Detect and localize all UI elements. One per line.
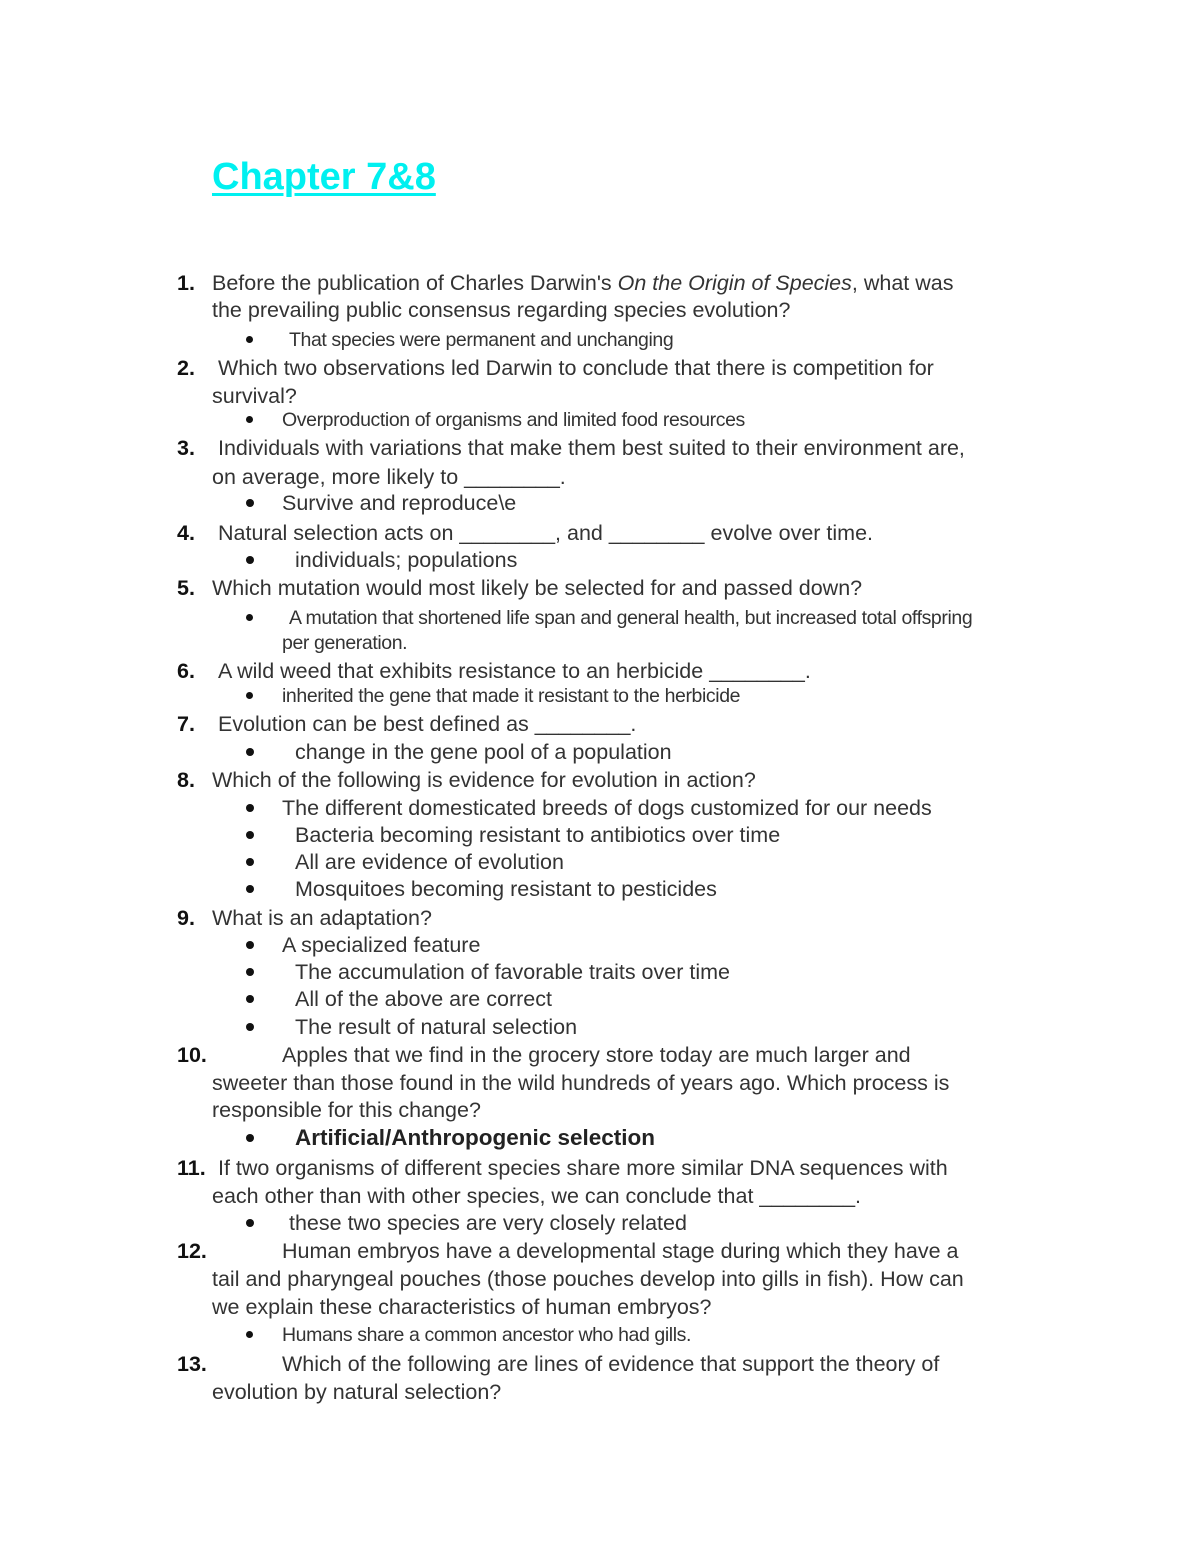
bullet-icon xyxy=(246,804,254,812)
bullet-icon xyxy=(246,499,254,507)
bullet-icon xyxy=(246,885,254,893)
bullet-icon xyxy=(246,941,254,949)
text-segment: , what was xyxy=(851,271,954,295)
question-text-line: If two organisms of different species share more similar DNA sequences with xyxy=(218,1156,948,1180)
answer-text: Survive and reproduce\e xyxy=(282,491,517,515)
bullet-icon xyxy=(246,556,254,564)
question-text-line: A wild weed that exhibits resistance to an herbicide ________. xyxy=(218,659,811,683)
answer-text: Artificial/Anthropogenic selection xyxy=(295,1125,656,1150)
question-text-line: survival? xyxy=(212,384,297,408)
book-title: On the Origin of Species xyxy=(617,271,852,295)
bullet-icon xyxy=(246,614,253,621)
text-segment: Before the publication of Charles Darwin's xyxy=(212,271,618,295)
question-number: 12. xyxy=(177,1239,207,1263)
question-text-line: on average, more likely to ________. xyxy=(212,465,566,489)
answer-text: individuals; populations xyxy=(295,548,518,572)
question-number: 2. xyxy=(177,356,195,380)
question-number: 6. xyxy=(177,659,195,683)
question-number: 4. xyxy=(177,521,195,545)
bullet-icon xyxy=(246,831,254,839)
question-text-line: Evolution can be best defined as ________. xyxy=(218,712,637,736)
answer-text: A mutation that shortened life span and general health, but increased total offspring xyxy=(289,607,973,629)
answer-text: The different domesticated breeds of dogs customized for our needs xyxy=(282,796,932,820)
question-number: 13. xyxy=(177,1352,207,1376)
question-text-line: evolution by natural selection? xyxy=(212,1380,502,1404)
bullet-icon xyxy=(246,1331,253,1338)
question-number: 9. xyxy=(177,906,195,930)
question-text-line xyxy=(212,270,953,296)
answer-text: inherited the gene that made it resistant to the herbicide xyxy=(282,685,741,707)
answer-text: The result of natural selection xyxy=(295,1015,578,1039)
answer-text: Bacteria becoming resistant to antibiotics over time xyxy=(295,823,781,847)
question-text-line: each other than with other species, we can conclude that ________. xyxy=(212,1184,862,1208)
question-text-line: Which of the following are lines of evidence that support the theory of xyxy=(282,1352,940,1376)
bullet-icon xyxy=(246,1219,254,1227)
question-text-line: responsible for this change? xyxy=(212,1098,481,1122)
bullet-icon xyxy=(246,748,254,756)
answer-text: That species were permanent and unchanging xyxy=(289,329,674,351)
answer-text: these two species are very closely related xyxy=(289,1211,687,1235)
question-number: 10. xyxy=(177,1043,207,1067)
answer-text: A specialized feature xyxy=(282,933,481,957)
answer-text: change in the gene pool of a population xyxy=(295,740,672,764)
question-text-line: Individuals with variations that make them best suited to their environment are, xyxy=(218,436,965,460)
bullet-icon xyxy=(246,995,254,1003)
question-number: 11. xyxy=(177,1156,206,1180)
question-number: 7. xyxy=(177,712,195,736)
bullet-icon xyxy=(246,1134,254,1142)
bullet-icon xyxy=(246,858,254,866)
question-text-line: Which two observations led Darwin to conclude that there is competition for xyxy=(218,356,934,380)
question-number: 3. xyxy=(177,436,195,460)
question-number: 8. xyxy=(177,768,195,792)
question-text-line: What is an adaptation? xyxy=(212,906,432,930)
question-text-line: Which of the following is evidence for evolution in action? xyxy=(212,768,756,792)
question-number: 1. xyxy=(177,271,195,295)
answer-text: per generation. xyxy=(282,632,408,654)
answer-text: Mosquitoes becoming resistant to pesticides xyxy=(295,877,717,901)
answer-text: Overproduction of organisms and limited food resources xyxy=(282,409,745,431)
answer-text: The accumulation of favorable traits over time xyxy=(295,960,730,984)
bullet-icon xyxy=(246,692,253,699)
answer-text: All of the above are correct xyxy=(295,987,552,1011)
page-title: Chapter 7&8 xyxy=(212,156,436,198)
bullet-icon xyxy=(246,968,254,976)
answer-text: Humans share a common ancestor who had gills. xyxy=(282,1324,692,1346)
bullet-icon xyxy=(246,1023,254,1031)
question-text-line: Which mutation would most likely be selected for and passed down? xyxy=(212,576,863,600)
answer-text: All are evidence of evolution xyxy=(295,850,564,874)
bullet-icon xyxy=(246,416,253,423)
question-text-line: Human embryos have a developmental stage during which they have a xyxy=(282,1239,959,1263)
question-text-line: sweeter than those found in the wild hundreds of years ago. Which process is xyxy=(212,1071,950,1095)
question-number: 5. xyxy=(177,576,195,600)
question-text-line: Natural selection acts on ________, and ________ evolve over time. xyxy=(218,521,873,545)
question-text-line: tail and pharyngeal pouches (those pouches develop into gills in fish). How can xyxy=(212,1267,964,1291)
question-text-line: the prevailing public consensus regarding species evolution? xyxy=(212,298,791,322)
question-text-line: we explain these characteristics of human embryos? xyxy=(212,1295,712,1319)
question-text-line: Apples that we find in the grocery store today are much larger and xyxy=(282,1043,911,1067)
bullet-icon xyxy=(246,336,253,343)
